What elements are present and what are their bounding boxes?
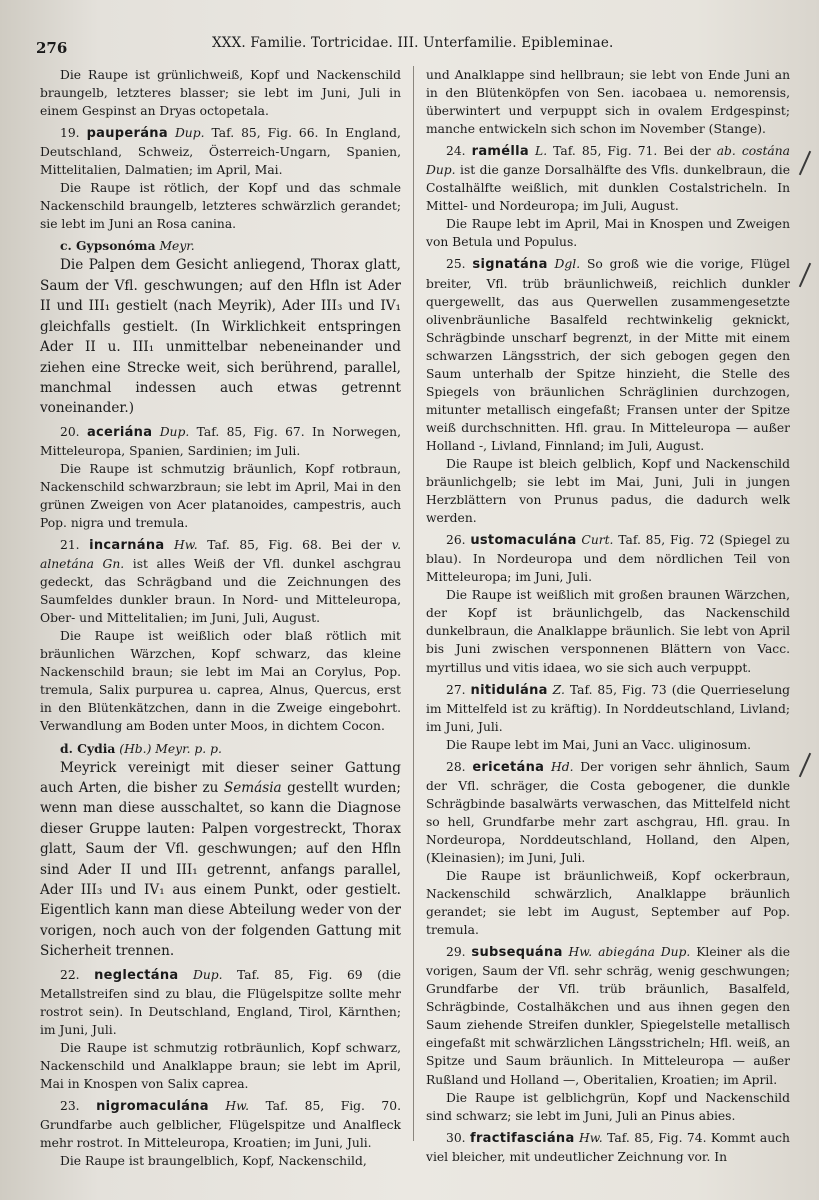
- species-entry-19: 19. pauperána Dup. Taf. 85, Fig. 66. In England, Deutschland, Schweiz, Österreich-Ungarn, Spanien, Mittelitalien, Dalmatien; im April, Mai.: [40, 126, 401, 178]
- species-entry-20: 20. aceriána Dup. Taf. 85, Fig. 67. In Norwegen, Mitteleuropa, Spanien, Sardinien; im Juli.: [40, 424, 401, 458]
- section-heading-c: c. Gypsonóma Meyr.: [60, 238, 195, 254]
- raupe-paragraph: Die Raupe lebt im April, Mai in Knospen und Zweigen von Betula und Populus.: [426, 217, 790, 250]
- species-entry-22: 22. neglectána Dup. Taf. 85, Fig. 69 (die Metallstreifen sind zu blau, die Flügelspitze sollte mehr rostrot sein). In Deutschland, England, Tirol, Kärnthen; im Juni, Juli.: [40, 967, 401, 1037]
- paragraph-continued: und Analklappe sind hellbraun; sie lebt von Ende Juni an in den Blütenköpfen von Sen. iacobaea u. nemorensis, überwintert und verpuppt sich in ovalem Erdgespinst; manche entwickeln sich schon im November (Stange).: [426, 68, 790, 137]
- raupe-paragraph: Die Raupe ist schmutzig bräunlich, Kopf rotbraun, Nackenschild schwarzbraun; sie lebt im April, Mai in den grünen Zweigen von Acer platanoides, campestris, auch Pop. nigra und tremula.: [40, 461, 401, 530]
- species-entry-23: 23. nigromaculána Hw. Taf. 85, Fig. 70. Grundfarbe auch gelblicher, Flügelspitze und Analfleck mehr rostrot. In Mitteleuropa, Kroatien; im Juni, Juli.: [40, 1098, 401, 1151]
- species-name: subsequána: [471, 945, 563, 961]
- section-c-diagnosis: Die Palpen dem Gesicht anliegend, Thorax glatt, Saum der Vfl. geschwungen; auf den Hfln ist Ader II und III₁ gestielt (nach Meyrik), Ader III₃ und IV₁ gleichfalls gestielt. (In Wirklichkeit entspringen Ader II u. III₁ unmittelbar nebeneinander und ziehen eine Strecke weit, sich berührend, parallel, manchmal indessen auch etwas getrennt voneinander.): [40, 257, 401, 417]
- raupe-paragraph: Die Raupe ist rötlich, der Kopf und das schmale Nackenschild braungelb, letzteres schwärzlich gerandet; sie lebt im Juni an Rosa canina.: [40, 181, 401, 232]
- margin-pencil-mark: [799, 263, 811, 288]
- section-d-diagnosis: Meyrick vereinigt mit dieser seiner Gattung auch Arten, die bisher zu Semásia gestellt wurden; wenn man diese ausschaltet, so kann die Diagnose dieser Gruppe lauten: Palpen vorgestreckt, Thorax glatt, Saum der Vfl. geschwungen; auf den Hfln sind Ader II und III₁ getrennt, anfangs parallel, Ader III₃ und IV₁ aus einem Punkt, oder gestielt. Eigentlich kann man diese Abteilung weder von der vorigen, noch auch von der folgenden Gattung mit Sicherheit trennen.: [40, 759, 401, 960]
- species-name: incarnána: [89, 538, 165, 553]
- species-name: signatána: [472, 257, 548, 273]
- species-name: pauperána: [86, 126, 168, 142]
- right-column: [426, 66, 790, 1166]
- species-entry-27: 27. nitidulána Z. Taf. 85, Fig. 73 (die Querrieselung im Mittelfeld ist zu kräftig). In Norddeutschland, Livland; im Juni, Juli.: [426, 682, 790, 734]
- species-name: ustomaculána: [470, 533, 577, 549]
- raupe-paragraph: Die Raupe ist braungelblich, Kopf, Nackenschild,: [60, 1154, 367, 1169]
- raupe-paragraph: Die Raupe ist schmutzig rotbräunlich, Kopf schwarz, Nackenschild und Analklappe braun; sie lebt im April, Mai in Knospen von Salix caprea.: [40, 1040, 401, 1091]
- species-name: raméllа: [471, 144, 529, 160]
- column-divider: [413, 66, 414, 1141]
- species-entry-21: 21. incarnána Hw. Taf. 85, Fig. 68. Bei der v. alnetána Gn. ist alles Weiß der Vfl. dunkel aschgrau gedeckt, das Schrägband und die Zeichnungen des Saumfeldes dunkler braun. In Nord- und Mitteleuropa, Ober- und Mittelitalien; im Juni, Juli, August.: [40, 538, 401, 626]
- species-entry-24: 24. raméllа L. Taf. 85, Fig. 71. Bei der ab. costána Dup. ist die ganze Dorsalhälfte des Vfls. dunkelbraun, die Costalhälfte weißlich, mit dunklen Costalstricheln. In Mittel- und Nordeuropa; im Juli, August.: [426, 144, 791, 214]
- species-name: fractifasciána: [470, 1130, 575, 1146]
- raupe-paragraph: Die Raupe ist bleich gelblich, Kopf und Nackenschild bräunlichgelb; sie lebt im Mai, Juni, Juli in jungen Herzblättern von Prunus padus, die dadurch welk werden.: [426, 456, 790, 526]
- running-head: XXX. Familie. Tortricidae. III. Unterfamilie. Epibleminae.: [212, 35, 614, 51]
- paragraph: Die Raupe ist grünlichweiß, Kopf und Nackenschild braungelb, letzteres blasser; sie lebt im Juni, Juli in einem Gespinst an Dryas octopetala.: [40, 68, 401, 119]
- raupe-paragraph: Die Raupe ist bräunlichweiß, Kopf ockerbraun, Nackenschild schwärzlich, Analklappe bräunlich gerandet; sie lebt im August, September auf Pop. tremula.: [426, 869, 790, 938]
- species-name: ericetána: [472, 759, 545, 775]
- species-name: aceriána: [86, 424, 153, 440]
- species-name: neglectána: [94, 967, 179, 983]
- species-name: nigromaculána: [96, 1098, 209, 1114]
- page-header: [36, 33, 796, 61]
- species-entry-29: 29. subsequána Hw. abiegána Dup. Kleiner als die vorigen, Saum der Vfl. sehr schräg, wenig geschwungen; Grundfarbe der Vfl. trüb bräunlich, Basalfeld, Schrägbinde, Costalhäkchen und aus ihnen gegen den Saum ziehende Streifen dunkler, Spiegelstelle metallisch eingefaßt mit schwärzlichen Längsstricheln; Hfl. weiß, an Spitze und Saum bräunlich. In Mitteleuropa — außer Rußland und Holland —, Oberitalien, Kroatien; im April.: [426, 945, 790, 1087]
- species-entry-30: 30. fractifasciána Hw. Taf. 85, Fig. 74. Kommt auch viel bleicher, mit undeutlicher Zeichnung vor. In: [426, 1130, 790, 1164]
- raupe-paragraph: Die Raupe lebt im Mai, Juni an Vacc. uliginosum.: [446, 737, 752, 752]
- margin-pencil-mark: [799, 753, 811, 778]
- raupe-paragraph: Die Raupe ist weißlich oder blaß rötlich mit bräunlichen Wärzchen, Kopf schwarz, das kleine Nackenschild braun; sie lebt im Mai an Corylus, Pop. tremula, Salix purpurea u. caprea, Alnus, Quercus, erst in den Blütenkätzchen, dann in die Zweige eingebohrt. Verwandlung am Boden unter Moos, in dichtem Cocon.: [40, 629, 401, 734]
- raupe-paragraph: Die Raupe ist weißlich mit großen braunen Wärzchen, der Kopf ist bräunlichgelb, das Nackenschild dunkelbraun, die Analklappe bräunlich. Sie lebt von April bis Juni zwischen versponnenen Blättern von Vacc. myrtillus und vitis idaea, wo sie sich auch verpuppt.: [426, 588, 790, 675]
- section-heading-d: d. Cydia (Hb.) Meyr. p. p.: [60, 740, 222, 756]
- species-entry-28: 28. ericetána Hd. Der vorigen sehr ähnlich, Saum der Vfl. schräger, die Costa gebogener, die dunkle Schrägbinde basalwärts verwaschen, das Mittelfeld nicht so hell, Grundfarbe mehr zart aschgrau, Hfl. grau. In Nordeuropa, Norddeutschland, Holland, den Alpen, (Kleinasien); im Juni, Juli.: [426, 759, 790, 865]
- margin-pencil-mark: [799, 151, 811, 176]
- left-column: [40, 66, 401, 1170]
- page-number: 276: [36, 39, 68, 57]
- species-name: nitidulána: [470, 682, 548, 698]
- species-entry-25: 25. signatána Dgl. So groß wie die vorige, Flügel breiter, Vfl. trüb bräunlichweiß, reichlich dunkler quergewellt, das aus Querwellen zusammengesetzte olivenbräunliche Basalfeld rechtwinkelig geknickt, Schrägbinde unscharf begrenzt, in der Mitte mit einem schwarzen Längsstrich, der sich gebogen gegen den Saum unterhalb der Spitze hinzieht, die Stelle des Spiegels von bräunlichen Schräglinien durchzogen, mitunter metallisch eingefaßt; Fransen unter der Spitze weiß durchschnitten. Hfl. grau. In Mitteleuropa — außer Holland -, Livland, Finnland; im Juli, August.: [426, 257, 790, 453]
- raupe-paragraph: Die Raupe ist gelblichgrün, Kopf und Nackenschild sind schwarz; sie lebt im Juni, Juli an Pinus abies.: [426, 1090, 790, 1123]
- species-entry-26: 26. ustomaculána Curt. Taf. 85, Fig. 72 (Spiegel zu blau). In Nordeuropa und dem nördlichen Teil von Mitteleuropa; im Juni, Juli.: [426, 533, 790, 585]
